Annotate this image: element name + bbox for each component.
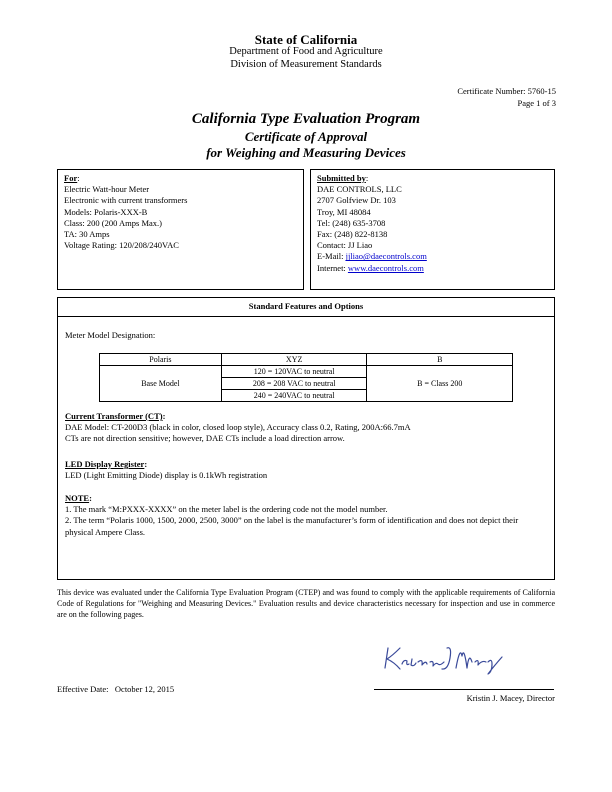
disclaimer-text: This device was evaluated under the California Type Evaluation Program (CTEP) and was found to comply with the applicable requirements of California Code of Regulations for "Weighing and Measuring Devices." Evaluation results and device characteristics necessary for inspection and use in commerce are on the following pages. [57, 588, 555, 619]
for-line: TA: 30 Amps [64, 229, 110, 240]
submitter-line: Troy, MI 48084 [317, 206, 371, 217]
certificate-number: Certificate Number: 5760-15 [457, 86, 556, 96]
table-cell: 240 = 240VAC to neutral [221, 390, 367, 402]
submitter-line: Fax: (248) 822-8138 [317, 229, 388, 240]
led-heading: LED Display Register [65, 459, 145, 469]
table-row [100, 366, 513, 378]
email-row [317, 251, 548, 262]
internet-row [317, 263, 548, 274]
table-header: B [367, 354, 513, 366]
submitted-label: Submitted by [317, 173, 366, 183]
designation-label: Meter Model Designation: [65, 330, 156, 340]
for-line: Electric Watt-hour Meter [64, 184, 150, 195]
for-box: For: Electric Watt-hour Meter Electronic with current transformers Models: Polaris-XXX-B Class: 200 (200 Amps Max.) TA: 30 Amps Voltage Rating: 120/208/240VAC [57, 169, 304, 290]
devices-title: for Weighing and Measuring Devices [206, 145, 406, 160]
features-title: Standard Features and Options [248, 301, 364, 311]
department-name: Department of Food and Agriculture [229, 46, 383, 57]
for-label: For [64, 173, 78, 183]
effective-date-label: Effective Date: [57, 684, 109, 694]
note-line: 2. The term “Polaris 1000, 1500, 2000, 2500, 3000” on the label is the manufacturer’s form of identification and does not depict their physical Ampere Class. [65, 515, 519, 537]
division-name: Division of Measurement Standards [230, 59, 382, 70]
website-link[interactable]: www.daecontrols.com [347, 262, 424, 273]
signer-name: Kristin J. Macey, Director [466, 693, 555, 703]
table-cell: B = Class 200 [367, 366, 513, 402]
table-header: XYZ [221, 354, 367, 366]
certificate-info [457, 86, 556, 109]
led-line: LED (Light Emitting Diode) display is 0.1kWh registration [65, 470, 268, 481]
page-number: Page 1 of 3 [517, 97, 556, 108]
email-label: E-Mail: [317, 251, 346, 262]
note-heading: NOTE [65, 493, 90, 503]
submitter-line: DAE CONTROLS, LLC [317, 184, 402, 195]
table-cell: 120 = 120VAC to neutral [221, 366, 367, 378]
for-line: Electronic with current transformers [64, 195, 188, 206]
designation-table [99, 353, 513, 402]
features-divider [58, 316, 554, 317]
features-box [57, 297, 555, 580]
for-line: Voltage Rating: 120/208/240VAC [64, 240, 179, 251]
submitter-line: 2707 Golfview Dr. 103 [317, 195, 396, 206]
ct-heading: Current Transformer (CT) [65, 411, 163, 421]
program-title: California Type Evaluation Program [191, 111, 421, 127]
signature-image [380, 642, 510, 676]
ct-line: CTs are not direction sensitive; however, DAE CTs include a load direction arrow. [65, 433, 345, 444]
effective-date-row [57, 684, 174, 694]
led-section: LED Display Register: LED (Light Emitting Diode) display is 0.1kWh registration [65, 459, 549, 481]
note-section: NOTE: 1. The mark “M:PXXX-XXXX” on the meter label is the ordering code not the model number. 2. The term “Polaris 1000, 1500, 2000, 2500, 3000” on the label is the manufacturer’s form of identification and does not depict their physical Ampere Class. [65, 493, 543, 538]
table-cell: 208 = 208 VAC to neutral [221, 378, 367, 390]
table-header-row [100, 354, 513, 366]
table-cell: Base Model [100, 366, 222, 402]
for-line: Class: 200 (200 Amps Max.) [64, 217, 162, 228]
submitted-box: Submitted by: DAE CONTROLS, LLC 2707 Golfview Dr. 103 Troy, MI 48084 Tel: (248) 635-3708 Fax: (248) 822-8138 Contact: JJ Liao E-Mail: jjliao@daecontrols.com Internet: www.daecontrols.com [310, 169, 555, 290]
ct-line: DAE Model: CT-200D3 (black in color, closed loop style), Accuracy class 0.2, Rating, 200A:66.7mA [65, 422, 411, 433]
ct-section: Current Transformer (CT): DAE Model: CT-200D3 (black in color, closed loop style), Accuracy class 0.2, Rating, 200A:66.7mA CTs are not direction sensitive; however, DAE CTs include a load direction arrow. [65, 411, 549, 445]
effective-date-value: October 12, 2015 [114, 684, 175, 694]
table-header: Polaris [100, 354, 222, 366]
signature-line [374, 689, 554, 690]
email-link[interactable]: jjliao@daecontrols.com [345, 251, 427, 262]
state-title: State of California [254, 32, 358, 47]
submitter-line: Contact: JJ Liao [317, 240, 373, 251]
submitter-line: Tel: (248) 635-3708 [317, 217, 386, 228]
note-line: 1. The mark “M:PXXX-XXXX” on the meter label is the ordering code not the model number. [65, 504, 388, 515]
internet-label: Internet: [317, 262, 348, 273]
approval-title: Certificate of Approval [244, 129, 368, 144]
for-line: Models: Polaris-XXX-B [64, 206, 148, 217]
